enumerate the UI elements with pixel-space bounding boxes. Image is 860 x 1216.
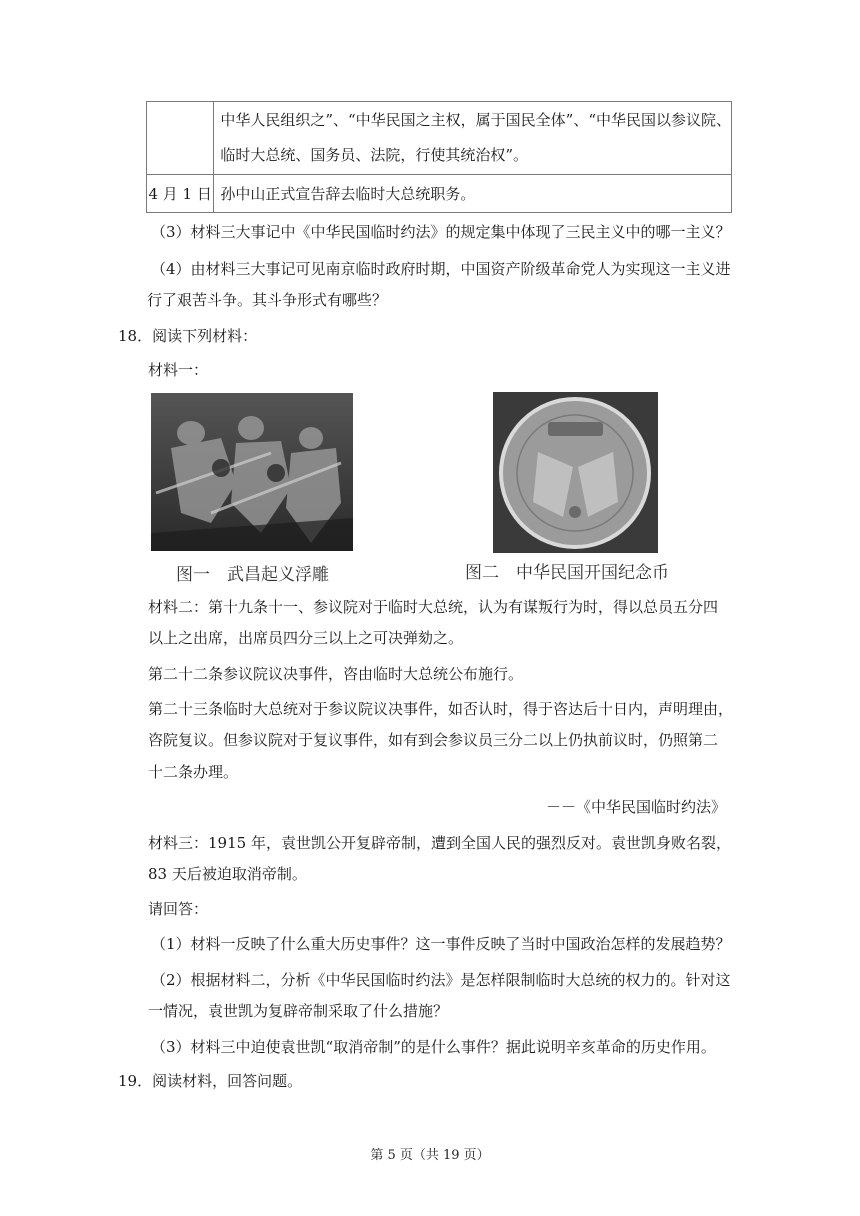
table-text-cell: 孙中山正式宣告辞去临时大总统职务。 [214,175,732,213]
events-table [146,101,732,213]
q17-sub4-line1: （4）由材料三大事记可见南京临时政府时期，中国资产阶级革命党人为实现这一主义进 [151,260,731,278]
material2-source: －－《中华民国临时约法》 [546,798,727,816]
material2-line: 以上之出席，出席员四分三以上之可决弹劾之。 [148,629,464,647]
q18-heading: 18．阅读下列材料： [118,327,258,345]
material2-line: 咨院复议。但参议院对于复议事件，如有到会参议员三分二以上仍执前议时，仍照第二 [148,731,719,749]
q18-sub2-line1: （2）根据材料二，分析《中华民国临时约法》是怎样限制临时大总统的权力的。针对这 [151,971,731,989]
material2-line: 材料二：第十九条十一、参议院对于临时大总统，认为有谋叛行为时，得以总员五分四 [148,598,719,616]
table-row [147,175,732,213]
table-text-cell [214,102,732,175]
table-row [147,102,732,175]
material1-label: 材料一： [148,361,209,379]
q18-sub1: （1）材料一反映了什么重大历史事件？这一事件反映了当时中国政治怎样的发展趋势？ [151,935,731,953]
commemorative-coin-image [493,392,658,553]
wuchang-uprising-relief-image [151,393,353,551]
material3-line: 83 天后被迫取消帝制。 [148,865,307,883]
material2-line: 第二十三条临时大总统对于参议院议决事件，如否认时，得于咨达后十日内，声明理由， [148,700,734,718]
q18-sub3: （3）材料三中迫使袁世凯“取消帝制”的是什么事件？据此说明辛亥革命的历史作用。 [151,1038,716,1056]
table-date-cell [147,102,214,175]
table-date-cell: 4 月 1 日 [147,175,214,213]
table-text-line: 临时大总统、国务员、法院，行使其统治权”。 [220,146,528,164]
answer-prompt: 请回答： [148,900,209,918]
table-text-line: 中华人民组织之”、“中华民国之主权，属于国民全体”、“中华民国以参议院、 [220,111,731,129]
q17-sub3: （3）材料三大事记中《中华民国临时约法》的规定集中体现了三民主义中的哪一主义？ [151,223,731,241]
material2-line: 十二条办理。 [148,763,239,781]
q18-sub2-line2: 一情况，袁世凯为复辟帝制采取了什么措施？ [148,1002,449,1020]
q17-sub4-line2: 行了艰苦斗争。其斗争形式有哪些？ [147,291,388,309]
q19-heading: 19．阅读材料，回答问题。 [118,1072,303,1090]
figure1-caption: 图一 武昌起义浮雕 [176,565,329,585]
figure2-caption: 图二 中华民国开国纪念币 [465,563,669,583]
page-number: 第 5 页（共 19 页） [370,1148,490,1163]
material3-line: 材料三：1915 年，袁世凯公开复辟帝制，遭到全国人民的强烈反对。袁世凯身败名裂， [148,834,731,852]
material2-line: 第二十二条参议院议决事件，咨由临时大总统公布施行。 [148,665,524,683]
